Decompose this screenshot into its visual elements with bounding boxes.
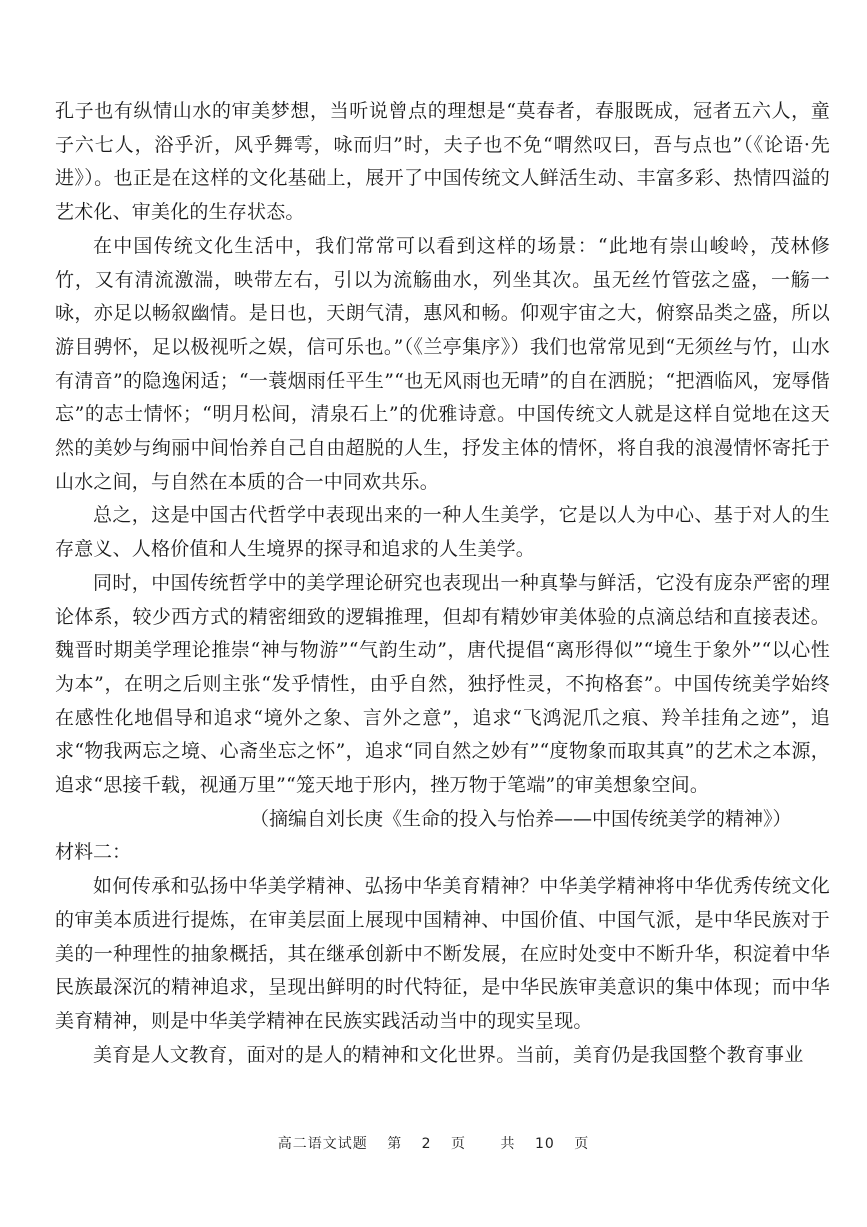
footer-total-prefix: 共 [500, 1136, 516, 1152]
paragraph-3: 总之，这是中国古代哲学中表现出来的一种人生美学，它是以人为中心、基于对人的生存意义、人格价值和人生境界的探寻和追求的人生美学。 [55, 504, 830, 561]
footer-page-number: 2 [421, 1136, 432, 1152]
paragraph-2: 在中国传统文化生活中，我们常常可以看到这样的场景：“此地有崇山峻岭，茂林修竹，又有清流激湍，映带左右，引以为流觞曲水，列坐其次。虽无丝竹管弦之盛，一觞一咏，亦足以畅叙幽情。是日也，天朗气清，惠风和畅。仰观宇宙之大，俯察品类之盛，所以游目骋怀，足以极视听之娱，信可乐也。”（《兰亭集序》）我们也常常见到“无须丝与竹，山水有清音”的隐逸闲适；“一蓑烟雨任平生”“也无风雨也无晴”的自在洒脱；“把酒临风，宠辱偕忘”的志士情怀；“明月松间，清泉石上”的优雅诗意。中国传统文人就是这样自觉地在这天然的美妙与绚丽中间怡养自己自由超脱的人生，抒发主体的情怀，将自我的浪漫情怀寄托于山水之间，与自然在本质的合一中同欢共乐。 [55, 234, 830, 493]
paragraph-5: 如何传承和弘扬中华美学精神、弘扬中华美育精神？中华美学精神将中华优秀传统文化的审美本质进行提炼，在审美层面上展现中国精神、中国价值、中国气派，是中华民族对于美的一种理性的抽象概括，其在继承创新中不断发展，在应时处变中不断升华，积淀着中华民族最深沉的精神追求，呈现出鲜明的时代特征，是中华民族审美意识的集中体现；而中华美育精神，则是中华美学精神在民族实践活动当中的现实呈现。 [55, 875, 830, 1032]
footer-page-suffix: 页 [451, 1136, 467, 1152]
footer-total-suffix: 页 [574, 1136, 590, 1152]
paragraph-4: 同时，中国传统哲学中的美学理论研究也表现出一种真挚与鲜活，它没有庞杂严密的理论体系，较少西方式的精密细致的逻辑推理，但却有精妙审美体验的点滴总结和直接表述。魏晋时期美学理论推崇“神与物游”“气韵生动”，唐代提倡“离形得似”“境生于象外”“以心性为本”，在明之后则主张“发乎情性，由乎自然，独抒性灵，不拘格套”。中国传统美学始终在感性化地倡导和追求“境外之象、言外之意”，追求“飞鸿泥爪之痕、羚羊挂角之迹”，追求“物我两忘之境、心斋坐忘之怀”，追求“同自然之妙有”“度物象而取其真”的艺术之本源，追求“思接千载，视通万里”“笼天地于形内，挫万物于笔端”的审美想象空间。 [55, 571, 830, 797]
paragraph-6: 美育是人文教育，面对的是人的精神和文化世界。当前，美育仍是我国整个教育事业 [93, 1043, 804, 1066]
material-two-label: 材料二： [55, 841, 132, 864]
document-body [55, 95, 830, 1072]
footer-page-prefix: 第 [387, 1136, 403, 1152]
source-citation: （摘编自刘长庚《生命的投入与怡养——中国传统美学的精神》） [250, 807, 792, 830]
page-footer [0, 1133, 867, 1153]
footer-total-number: 10 [534, 1136, 555, 1152]
footer-subject: 高二语文试题 [277, 1136, 368, 1152]
paragraph-1: 孔子也有纵情山水的审美梦想，当听说曾点的理想是“莫春者，春服既成，冠者五六人，童子六七人，浴乎沂，风乎舞雩，咏而归”时，夫子也不免“喟然叹曰，吾与点也”（《论语·先进》）。也正是在这样的文化基础上，展开了中国传统文人鲜活生动、丰富多彩、热情四溢的艺术化、审美化的生存状态。 [55, 100, 830, 224]
